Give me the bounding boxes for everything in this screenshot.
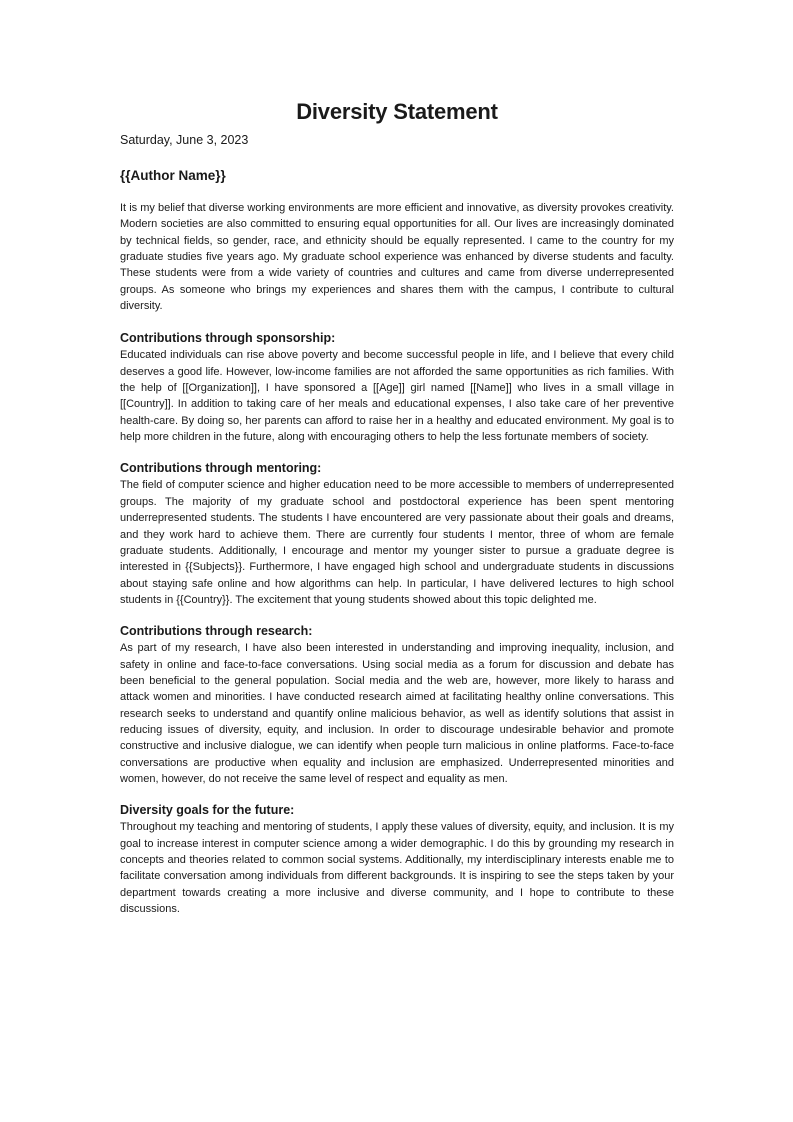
section-body: As part of my research, I have also been interested in understanding and improving inequality, inclusion, and safety in online and face-to-face conversations. Using social media as a forum for discussion and debate has been beneficial to the general population. Social media and the web are, however, more likely to harass and attack women and minorities. I have conducted research aimed at facilitating healthy online conversations. This research seeks to understand and quantify online malicious behavior, as well as identify solutions that assist in reducing issues of diversity, equity, and inclusion. In order to discourage undesirable behavior and promote constructive and inclusive dialogue, we can identify when people turn malicious in online platforms. Face-to-face conversations are productive when equality and inclusion are emphasized. Underrepresented minorities and women, however, do not receive the same level of respect and equality as men. <box>120 642 674 785</box>
section-research <box>120 623 674 787</box>
section-heading: Contributions through sponsorship: <box>120 331 336 346</box>
section-body: Throughout my teaching and mentoring of students, I apply these values of diversity, equity, and inclusion. It is my goal to increase interest in computer science among a wider demographic. I do this by grounding my research in concepts and theories related to common social systems. Additionally, my interdisciplinary interests enable me to facilitate conversation among individuals from different backgrounds. It is inspiring to see the steps taken by your department towards creating a more inclusive and diverse community, and I hope to contribute to these discussions. <box>120 821 674 916</box>
section-heading: Contributions through mentoring: <box>120 461 322 476</box>
section-heading: Contributions through research: <box>120 624 313 639</box>
section-sponsorship <box>120 330 674 445</box>
section-heading: Diversity goals for the future: <box>120 803 295 818</box>
section-mentoring <box>120 460 674 608</box>
section-future-goals <box>120 802 674 917</box>
document-date: Saturday, June 3, 2023 <box>120 133 249 147</box>
section-body: The field of computer science and higher education need to be more accessible to members of underrepresented groups. The majority of my graduate school and postdoctoral experience has been spent mentoring underrepresented students. The students I have encountered are very passionate about their goals and dreams, and they work hard to achieve them. There are currently four students I mentor, three of whom are female graduate students. Additionally, I encourage and mentor my younger sister to pursue a graduate degree is interested in {{Subjects}}. Furthermore, I have engaged high school and undergraduate students in discussions about staying safe online and how algorithms can help. In particular, I have delivered lectures to high school students in {{Country}}. The excitement that young students showed about this topic delighted me. <box>120 479 674 606</box>
author-name: {{Author Name}} <box>120 168 226 183</box>
document-page <box>120 97 674 932</box>
document-title: Diversity Statement <box>296 99 498 124</box>
intro-paragraph: It is my belief that diverse working environments are more efficient and innovative, as diversity provokes creativity. Modern societies are also committed to ensuring equal opportunities for all. Our lives are increasingly dominated by technical fields, so gender, race, and ethnicity should be equally represented. I came to the country for my graduate studies five years ago. My graduate school experience was enhanced by diverse students and faculty. These students were from a wide variety of countries and cultures and came from diverse underrepresented groups. As someone who brings my experiences and shares them with the campus, I contribute to cultural diversity. <box>120 202 674 313</box>
section-body: Educated individuals can rise above poverty and become successful people in life, and I believe that every child deserves a good life. However, low-income families are not afforded the same opportunities as rich families. With the help of [[Organization]], I have sponsored a [[Age]] girl named [[Name]] who lives in a small village in [[Country]]. In addition to taking care of her meals and educational expenses, I also take care of her preventive health-care. By doing so, her parents can afford to raise her in a healthy and educated environment. My goal is to help more children in the future, along with encouraging others to help the less fortunate members of society. <box>120 349 674 444</box>
